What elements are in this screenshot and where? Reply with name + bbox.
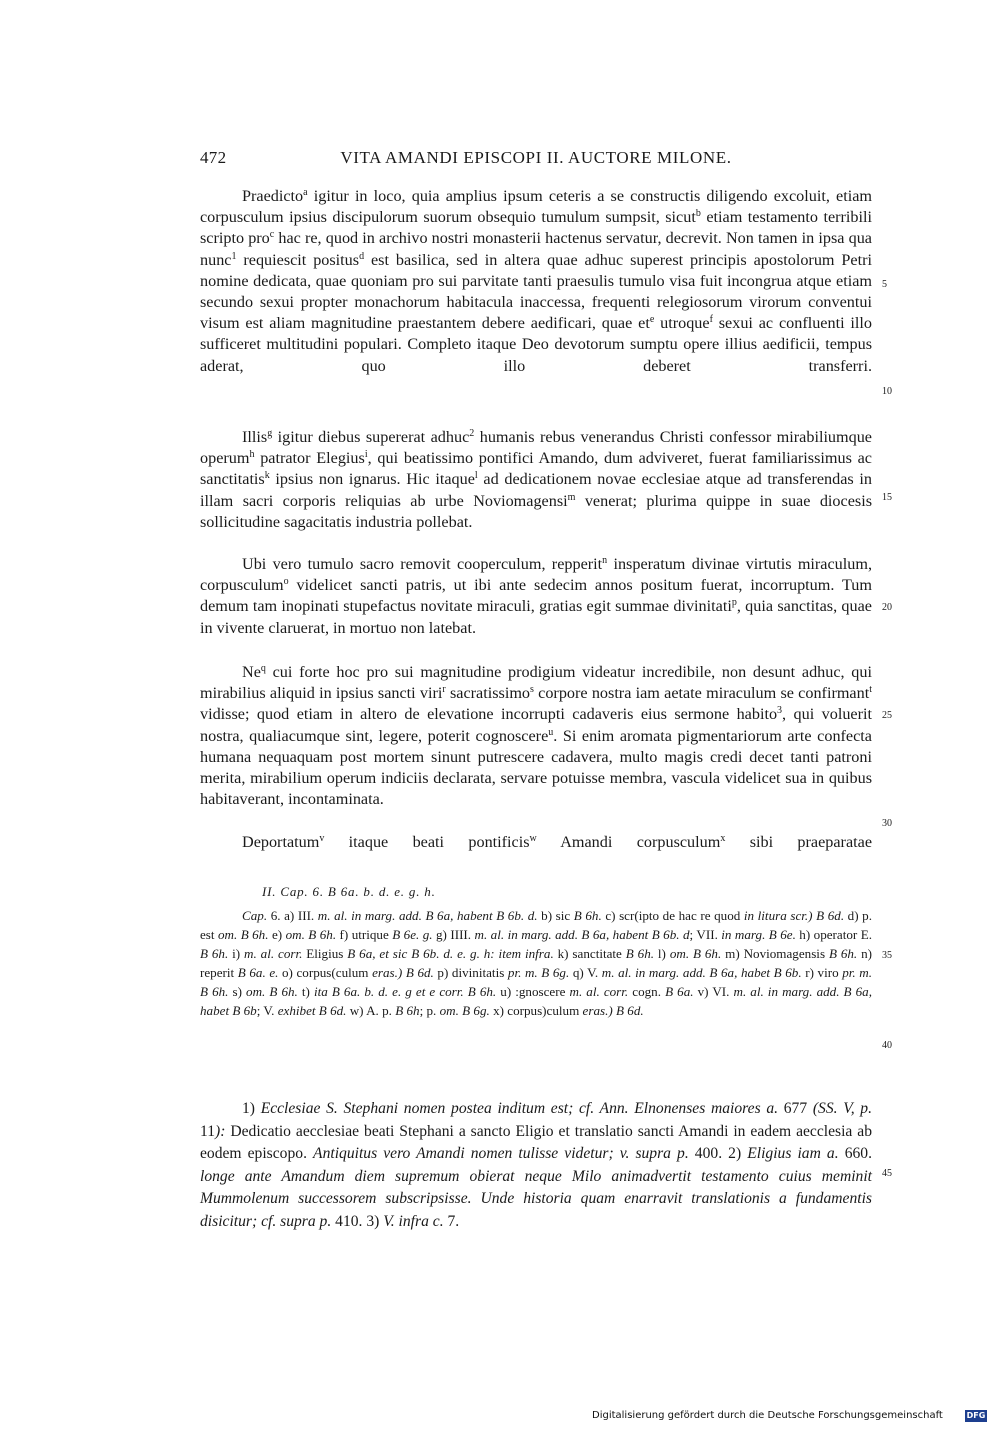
footnotes: 1) Ecclesiae S. Stephani nomen postea inditum est; cf. Ann. Elnonenses maiores a. 677 (SS. V, p. 11): Dedicatio aecclesiae beati Stephani a sancto Eligio et translatio sancti Amandi in eadem aecclesia ab eodem episcopo. Antiquitus vero Amandi nomen tulisse videtur; v. supra p. 400. 2) Eligius iam a. 660. longe ante Amandum diem supremum obierat neque Milo animadvertit testamento cuius meminit Mummolenum successorem subscripsisse. Unde historia quam enarravit translationis a fundamentis disicitur; cf. supra p. 410. 3) V. infra c. 7. [200,1100,873,1230]
digitization-credit: Digitalisierung gefördert durch die Deutsche Forschungsgemeinschaft [592,1410,943,1421]
page-number: 472 [200,148,227,167]
note-marker: x [720,833,726,844]
italic-text: Eligius iam a. [747,1145,839,1162]
note-marker: b [695,208,701,220]
note-marker: f [709,314,713,326]
italic-text: (SS. V, p. [812,1100,873,1117]
paragraph-1: Praedicto$^a$ igitur in loco, quia amplius ipsum ceteris a se constructis diligendo excoluit, etiam corpusculum ipsius discipulorum suorum obsequio tumulum sumpsit, sicut$^b$ etiam testamento terribili scripto pro$^c$ hac re, quod in archivo nostri monasterii hactenus servatur, decrevit. Non tamen in ipsa qua nunc$^1$ requiescit positus$^d$ est basilica, sed in altera quae adhuc superest principis apostolorum Petri nomine dedicata, quae quoniam pro sui parvitate tanti praesulis tumulo visa fuit incongrua atque etiam secundo sexui propter monachorum habitacula inaccessa, frequenti relegiosorum virorum conventui visum est aliam magnitudine praestantem debere aedificari, quae $et^e$ utroque$^f$ sexui ac confluenti illo sufficeret multitudini populari. Completo itaque Deo devotorum sumptu opere illius aedificii, tempus aderat, quo illo deberet transferri. [200,187,872,375]
italic-text: pr. m. B 6h. [200,964,873,999]
note-marker: i [364,449,368,461]
italic-text: m. al. in marg. add. B 6a, habet B 6b [200,983,872,1018]
italic-text: B 6d. [405,964,434,980]
italic-text: m. al. corr. [569,983,629,999]
note-marker: d [359,250,365,262]
italic-text: om. B 6h. [669,945,722,961]
margin-line-number: 15 [882,492,892,503]
italic-text: B 6h. [625,945,655,961]
italic-text: eras.) [372,964,403,980]
note-marker: t [869,684,872,696]
note-marker: 3 [777,705,783,717]
paragraph-3: Ubi vero tumulo sacro removit cooperculum, repperit$^n$ insperatum divinae virtutis miraculum, corpusculum$^o$ videlicet sancti patris, ut ibi ante sedecim annos positum fuerat, incorruptum. Tum demum tam inopinati stupefactus novitate miraculi, gratias egit summae divinitati$^p$, quia sanctitas, quae in vivente claruerat, in mortuo non latebat. [200,555,872,637]
italic-text: B 6e. g. [392,926,433,942]
note-marker: g [267,428,273,439]
italic-text: m. al. in marg. add. B 6a, habet B 6b. [601,964,802,980]
note-marker: e [649,314,655,326]
italic-text: ita B 6a. b. d. e. g et e corr. B 6h. [313,983,497,999]
margin-line-number: 45 [882,1168,892,1179]
margin-line-number: 5 [882,279,887,290]
italic-text: exhibet B 6d. [277,1002,347,1018]
italic-text: pr. m. B 6g. [507,964,570,980]
italic-text: B 6a, et sic B 6b. d. e. g. h: item infra. [347,945,554,961]
margin-line-number: 30 [882,818,892,829]
note-marker: o [283,576,289,588]
note-marker: 1 [231,250,237,262]
italic-text: B 6h [395,1002,420,1018]
paragraph-4: Ne$^q$ cui forte hoc pro sui magnitudine prodigium videatur incredibile, non desunt adhuc, qui mirabilius aliquid in ipsius sancti viri$^r$ sacratissimo$^s$ corpore nostra iam aetate miraculum se confirmant$^t$ vidisse; quod etiam in altero de elevatione incorrupti cadaveris eius sermone habito$^3$, qui voluerit nostra, qualiacumque sint, legere, poterit cognoscere$^u$. Si enim aromata pigmentariorum arte confecta humana nequaquam post mortem sinunt putrescere cadavera, multo magis credi decet tanti patroni merita, mirabilium operum indiciis declarata, servare potuisse membra, vascula videlicet sua in quibus habitaverant, incontaminata. [200,663,872,809]
note-marker: k [264,470,270,482]
apparatus-heading: II. Cap. 6. B 6a. b. d. e. g. h. [262,884,436,899]
italic-text: om. B 6h. [217,926,269,942]
note-marker: h [249,449,255,461]
header-title: VITA AMANDI EPISCOPI II. AUCTORE MILONE. [340,148,732,167]
italic-text: m. al. corr. [244,945,303,961]
margin-line-number: 10 [882,386,892,397]
note-marker: p [731,597,737,609]
italic-text: B 6h. [200,945,229,961]
margin-line-number: 40 [882,1040,892,1051]
italic-text: m. al. in marg. add. B 6a, habent B 6b. d [474,926,690,942]
italic-text: in marg. B 6e. [721,926,796,942]
note-marker: n [602,555,608,566]
italic-text: B 6d. [616,1002,644,1018]
italic-text: B 6d. [816,908,845,923]
italic-text: in litura scr.) [743,908,813,923]
note-marker: q [260,663,266,674]
italic-text: B 6h. [573,908,602,923]
note-marker: a [303,187,308,198]
italic-text: B 6h. [828,945,858,961]
italic-text: om. B 6h. [285,926,337,942]
note-marker: l [474,470,478,482]
paragraph-2: Illis$^g$ igitur diebus supererat adhuc$^2$ humanis rebus venerandus Christi confessor mirabiliumque operum$^h$ patrator Elegius$^i$, qui beatissimo pontifici Amando, dum adviveret, fuerat familiarissimus ac sanctitatis$^k$ ipsius non ignarus. Hic itaque$^l$ ad dedicationem novae ecclesiae atque ad transferendas in illam sacri corporis reliquias ab urbe Noviomagensi$^m$ venerat; plurima quippe in suae diocesis sollicitudine sagacitatis industria pollebat. [200,428,872,531]
italic-text: ): [215,1122,226,1140]
italic-text: Antiquitus vero Amandi nomen tulisse videtur; v. supra p. [313,1145,689,1162]
note-marker: s [530,684,534,696]
margin-line-number: 20 [882,602,892,613]
italic-text: B 6a. e. [237,964,279,980]
italic-text: longe ante Amandum diem supremum obierat neque Milo animadvertit testamento cuius meminit Mummolenum successorem subscripsisse. Unde historia quam enarravit translationis a fundamentis disicitur; cf. supra p. [200,1167,872,1230]
italic-text: Ecclesiae S. Stephani nomen postea inditum est; cf. Ann. Elnonenses maiores a. [260,1100,779,1117]
italic-text: eras.) [582,1002,613,1018]
italic-text: om. B 6g. [439,1002,490,1018]
note-marker: 2 [469,428,475,439]
note-marker: v [319,833,325,844]
italic-text: V. infra c. [383,1212,444,1230]
paragraph-5: Deportatum$^v$ itaque beati pontificis$^w$ Amandi corpusculum$^x$ sibi praeparatae [242,833,873,851]
critical-apparatus: Cap. 6. a) III. m. al. in marg. add. B 6a, habent B 6b. d. b) sic B 6h. c) scr(ipto de hac re quod in litura scr.) B 6d. d) p. est om. B 6h. e) om. B 6h. f) utrique B 6e. g. g) IIII. m. al. in marg. add. B 6a, habent B 6b. d; VII. in marg. B 6e. h) operator E. B 6h. i) m. al. corr. Eligius B 6a, et sic B 6b. d. e. g. h: item infra. k) sanctitate B 6h. l) om. B 6h. m) Noviomagensis B 6h. n) reperit B 6a. e. o) corpus(culum eras.) B 6d. p) divinitatis pr. m. B 6g. q) V. m. al. in marg. add. B 6a, habet B 6b. r) viro pr. m. B 6h. s) om. B 6h. t) ita B 6a. b. d. e. g et e corr. B 6h. u) :gnoscere m. al. corr. cogn. B 6a. v) VI. m. al. in marg. add. B 6a, habet B 6b; V. exhibet B 6d. w) A. p. B 6h; p. om. B 6g. x) corpus)culum eras.) B 6d. [200,908,873,1018]
running-head [200,148,872,170]
note-marker: w [529,833,537,844]
note-marker: c [269,229,275,241]
italic-text: B 6a. [665,983,694,999]
margin-line-number: 25 [882,710,892,721]
margin-line-number: 35 [882,950,892,961]
italic-text: Cap. [242,908,268,923]
note-marker: m [567,491,576,503]
dfg-logo-icon: DFG [966,1411,986,1420]
note-marker: u [548,726,554,738]
italic-text: om. B 6h. [246,983,298,999]
italic-text: m. al. in marg. add. B 6a, habent B 6b. d. [317,908,538,923]
note-marker: r [442,684,446,696]
